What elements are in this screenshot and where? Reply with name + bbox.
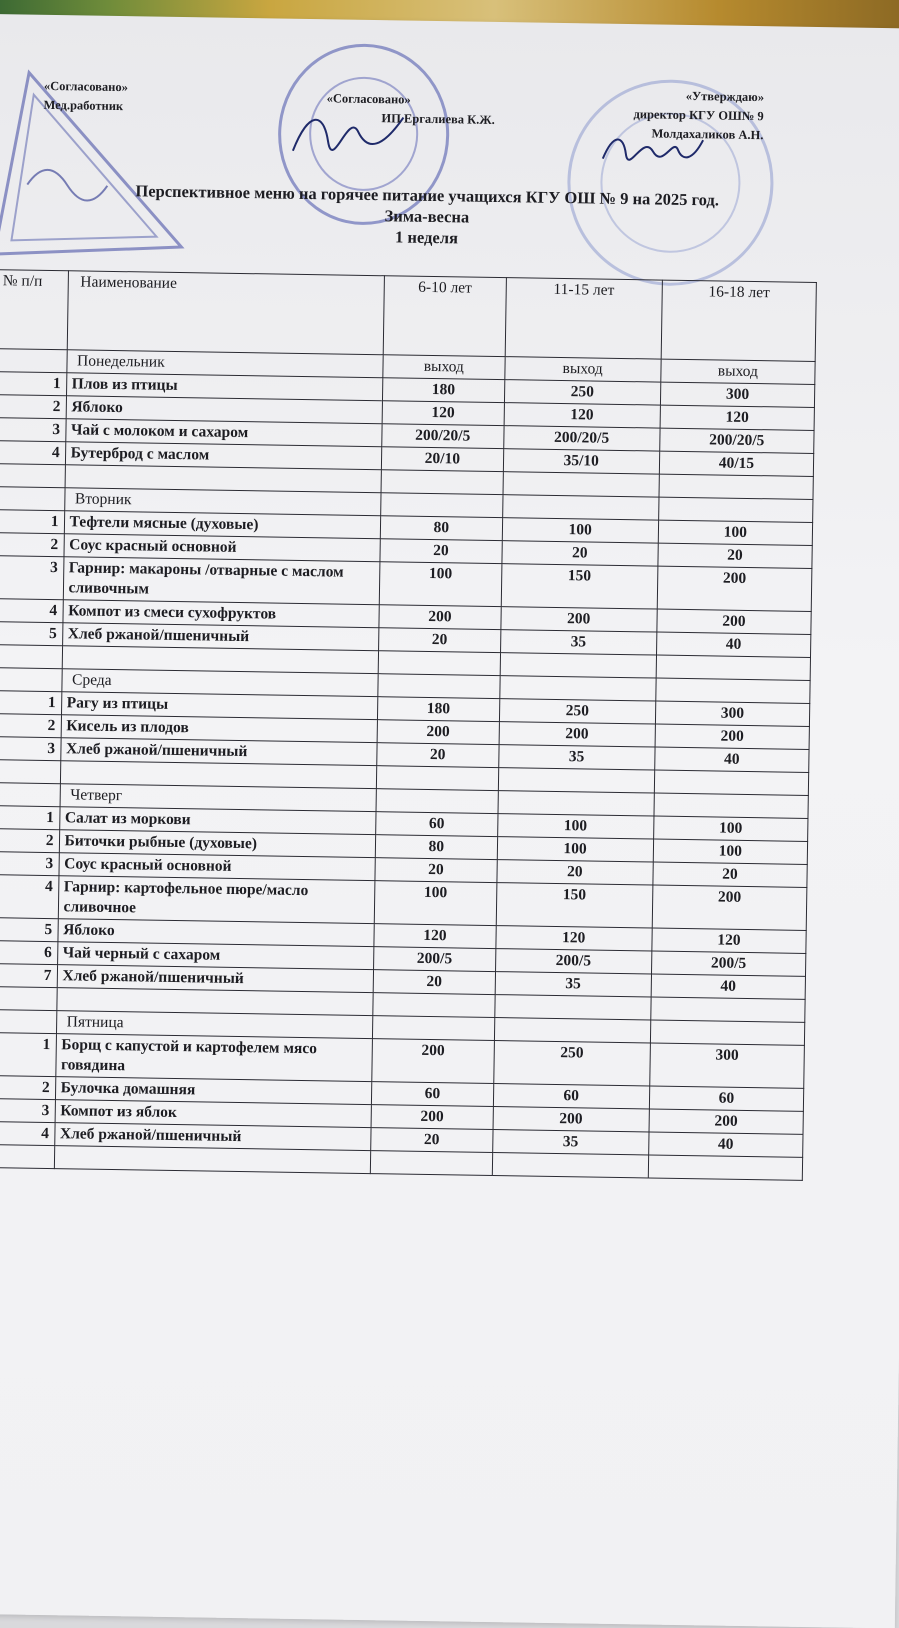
item-c3: 100 bbox=[653, 839, 808, 864]
item-num: 4 bbox=[0, 441, 65, 465]
item-c3: 20 bbox=[653, 862, 808, 887]
item-c1: 20 bbox=[375, 858, 497, 883]
item-c3: 200 bbox=[649, 1109, 804, 1134]
title-line-3: 1 неделя bbox=[394, 227, 459, 248]
item-c1: 60 bbox=[376, 812, 498, 837]
item-name: Яблоко bbox=[66, 396, 383, 424]
item-name: Рагу из птицы bbox=[61, 692, 378, 720]
item-c3: 100 bbox=[653, 816, 808, 841]
item-c3: 200/20/5 bbox=[659, 428, 814, 453]
item-c1: 120 bbox=[374, 924, 496, 949]
item-num: 3 bbox=[0, 556, 64, 600]
approval-right-role: директор КГУ ОШ№ 9 bbox=[633, 107, 764, 124]
menu-document bbox=[0, 14, 899, 1628]
item-c3: 60 bbox=[649, 1086, 804, 1111]
item-name: Соус красный основной bbox=[64, 534, 381, 562]
item-name: Тефтели мясные (духовые) bbox=[64, 511, 381, 539]
day-name: Четверг bbox=[60, 784, 377, 812]
item-c2: 250 bbox=[504, 380, 661, 405]
item-num: 7 bbox=[0, 963, 57, 987]
menu-table bbox=[0, 269, 817, 1181]
item-c1: 200 bbox=[371, 1105, 493, 1130]
approval-left bbox=[43, 77, 128, 116]
day-name: Вторник bbox=[64, 488, 381, 516]
item-num: 5 bbox=[0, 622, 62, 646]
item-num: 1 bbox=[0, 510, 64, 534]
item-num: 2 bbox=[0, 1075, 55, 1099]
item-c1: 60 bbox=[371, 1082, 493, 1107]
header-age-6-10: 6-10 лет bbox=[383, 276, 506, 357]
item-num: 4 bbox=[0, 599, 63, 623]
item-c1: 200/5 bbox=[374, 947, 496, 972]
item-c1: 80 bbox=[380, 516, 502, 541]
item-c2: 250 bbox=[499, 699, 656, 724]
item-name: Хлеб ржаной/пшеничный bbox=[62, 623, 379, 651]
item-num: 2 bbox=[0, 714, 61, 738]
item-c2: 60 bbox=[493, 1084, 650, 1109]
item-name: Гарнир: картофельное пюре/масло сливочное bbox=[58, 876, 375, 924]
item-c1: 100 bbox=[379, 562, 501, 607]
item-c2: 120 bbox=[504, 403, 661, 428]
item-num: 2 bbox=[0, 533, 64, 557]
item-name: Соус красный основной bbox=[59, 853, 376, 881]
approval-right-name: Молдахаликов А.Н. bbox=[651, 126, 764, 143]
item-c1: 20 bbox=[379, 628, 501, 653]
item-name: Биточки рыбные (духовые) bbox=[59, 830, 376, 858]
item-name: Плов из птицы bbox=[66, 373, 383, 401]
item-name: Чай черный с сахаром bbox=[57, 942, 374, 970]
item-c3: 40 bbox=[654, 747, 809, 772]
item-c1: 200 bbox=[372, 1039, 494, 1084]
item-name: Борщ с капустой и картофелем мясо говядина bbox=[55, 1034, 372, 1082]
item-num: 2 bbox=[0, 829, 59, 853]
item-name: Компот из яблок bbox=[55, 1100, 372, 1128]
item-c2: 200 bbox=[499, 722, 656, 747]
item-num: 1 bbox=[0, 372, 66, 396]
item-c3: 20 bbox=[658, 543, 813, 568]
table-header-row bbox=[0, 270, 816, 362]
item-num: 1 bbox=[0, 1032, 56, 1076]
day-c3: выход bbox=[661, 359, 816, 384]
item-c3: 200 bbox=[657, 566, 812, 611]
item-c2: 150 bbox=[496, 883, 653, 928]
item-num: 1 bbox=[0, 806, 60, 830]
item-c1: 200/20/5 bbox=[382, 424, 504, 449]
item-name: Кисель из плодов bbox=[61, 715, 378, 743]
item-name: Чай с молоком и сахаром bbox=[65, 419, 382, 447]
item-c1: 20 bbox=[371, 1128, 493, 1153]
item-c1: 180 bbox=[378, 697, 500, 722]
item-c1: 200 bbox=[379, 605, 501, 630]
item-c2: 200 bbox=[493, 1107, 650, 1132]
item-c1: 20/10 bbox=[381, 447, 503, 472]
item-c2: 35/10 bbox=[503, 449, 660, 474]
item-c2: 20 bbox=[501, 541, 658, 566]
day-name: Среда bbox=[61, 669, 378, 697]
item-name: Булочка домашняя bbox=[55, 1077, 372, 1105]
item-c1: 80 bbox=[375, 835, 497, 860]
item-c2: 20 bbox=[496, 860, 653, 885]
item-name: Яблоко bbox=[57, 919, 374, 947]
item-c2: 120 bbox=[495, 926, 652, 951]
item-c3: 120 bbox=[660, 405, 815, 430]
item-num: 6 bbox=[0, 940, 57, 964]
item-name: Гарнир: макароны /отварные с маслом сливочным bbox=[63, 557, 380, 605]
item-c3: 300 bbox=[650, 1043, 805, 1088]
approval-middle bbox=[326, 89, 495, 130]
item-c2: 35 bbox=[492, 1130, 649, 1155]
item-c3: 300 bbox=[660, 382, 815, 407]
item-num: 4 bbox=[0, 874, 59, 918]
header-num: № п/п bbox=[0, 270, 68, 350]
item-c1: 180 bbox=[383, 378, 505, 403]
item-c2: 100 bbox=[497, 814, 654, 839]
item-c2: 200 bbox=[500, 607, 657, 632]
item-c2: 35 bbox=[495, 972, 652, 997]
approval-left-role: Мед.работник bbox=[43, 97, 124, 114]
title-line-2: Зима-весна bbox=[384, 206, 470, 227]
header-name: Наименование bbox=[67, 271, 385, 355]
item-c3: 200 bbox=[655, 724, 810, 749]
item-c2: 35 bbox=[500, 630, 657, 655]
item-c2: 250 bbox=[493, 1041, 650, 1086]
approval-left-label: «Согласовано» bbox=[43, 78, 129, 95]
header-age-11-15: 11-15 лет bbox=[505, 278, 662, 359]
header-age-16-18: 16-18 лет bbox=[661, 280, 816, 361]
day-name: Пятница bbox=[56, 1011, 373, 1039]
approval-middle-name: ИП Ергалиева К.Ж. bbox=[381, 111, 495, 127]
day-c1: выход bbox=[383, 355, 505, 380]
item-num: 3 bbox=[0, 418, 66, 442]
item-c2: 100 bbox=[497, 837, 654, 862]
item-num: 2 bbox=[0, 395, 66, 419]
item-c1: 200 bbox=[377, 720, 499, 745]
item-c3: 120 bbox=[652, 928, 807, 953]
item-num: 1 bbox=[0, 691, 61, 715]
item-num: 3 bbox=[0, 1098, 55, 1122]
item-c2: 100 bbox=[502, 518, 659, 543]
item-num: 3 bbox=[0, 851, 59, 875]
item-c1: 100 bbox=[374, 881, 496, 926]
item-c3: 300 bbox=[655, 701, 810, 726]
item-name: Хлеб ржаной/пшеничный bbox=[57, 965, 374, 993]
title-line-1: Перспективное меню на горячее питание учащихся КГУ ОШ № 9 на 2025 год. bbox=[135, 181, 720, 210]
item-c2: 200/5 bbox=[495, 949, 652, 974]
item-c3: 100 bbox=[658, 520, 813, 545]
item-c2: 35 bbox=[498, 745, 655, 770]
item-name: Компот из смеси сухофруктов bbox=[62, 600, 379, 628]
item-c3: 40 bbox=[656, 632, 811, 657]
item-c1: 20 bbox=[380, 539, 502, 564]
item-c3: 200/5 bbox=[651, 951, 806, 976]
item-c2: 200/20/5 bbox=[503, 426, 660, 451]
item-name: Хлеб ржаной/пшеничный bbox=[54, 1123, 371, 1151]
item-c3: 40 bbox=[648, 1132, 803, 1157]
item-name: Хлеб ржаной/пшеничный bbox=[60, 738, 377, 766]
item-c3: 200 bbox=[657, 609, 812, 634]
item-num: 3 bbox=[0, 737, 61, 761]
item-c1: 20 bbox=[373, 970, 495, 995]
item-c3: 40/15 bbox=[659, 451, 814, 476]
item-c1: 20 bbox=[377, 743, 499, 768]
item-name: Бутерброд с маслом bbox=[65, 442, 382, 470]
approval-right bbox=[633, 86, 764, 145]
item-c1: 120 bbox=[382, 401, 504, 426]
item-c3: 40 bbox=[651, 974, 806, 999]
item-name: Салат из моркови bbox=[59, 807, 376, 835]
approval-right-label: «Утверждаю» bbox=[685, 88, 765, 105]
item-num: 4 bbox=[0, 1121, 55, 1145]
item-c2: 150 bbox=[501, 564, 658, 609]
day-c2: выход bbox=[504, 357, 661, 382]
approval-middle-label: «Согласовано» bbox=[326, 91, 411, 107]
item-num: 5 bbox=[0, 917, 58, 941]
item-c3: 200 bbox=[652, 885, 807, 930]
day-name: Понедельник bbox=[66, 350, 383, 378]
